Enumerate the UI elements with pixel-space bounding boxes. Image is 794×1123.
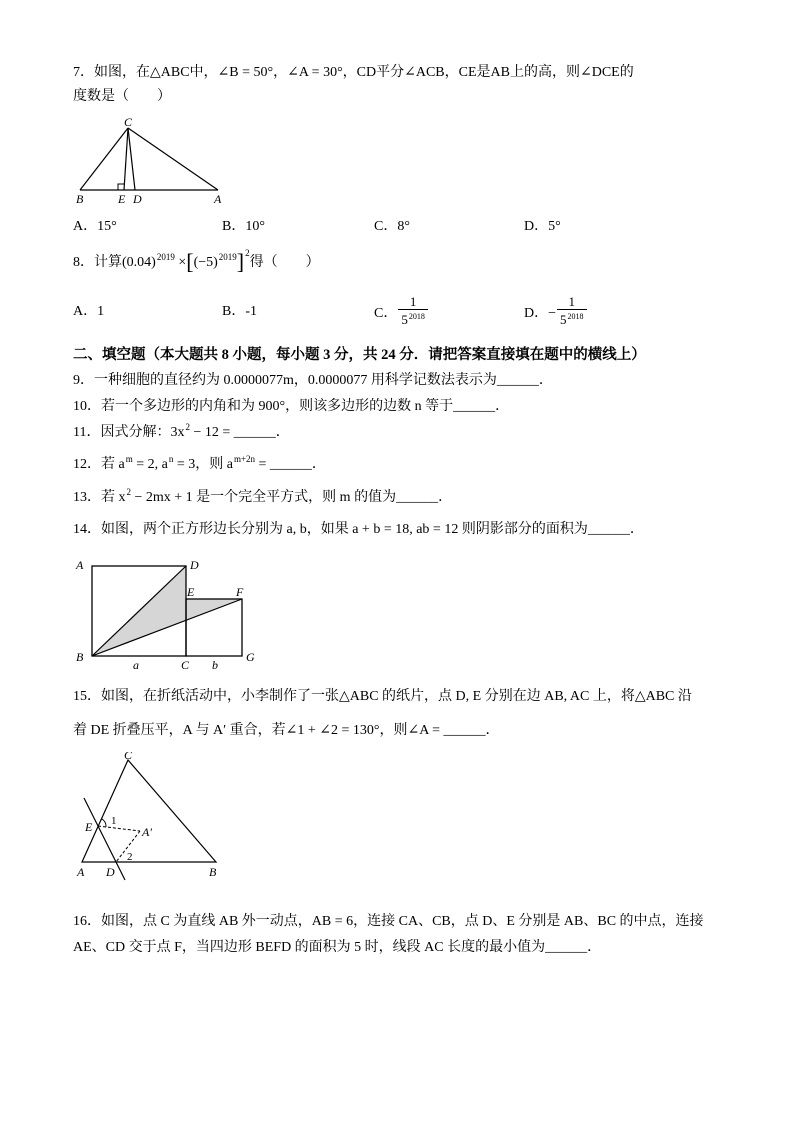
q11-part2: − 12 = ______． bbox=[189, 425, 290, 440]
label-c: C bbox=[181, 658, 190, 672]
q8-exp3: 2 bbox=[245, 248, 250, 258]
q8-option-c-denominator bbox=[401, 310, 425, 330]
label-c: C bbox=[124, 752, 133, 762]
label-b: B bbox=[76, 192, 84, 206]
q16-stem-line2: AE、CD 交于点 F，当四边形 BEFD 的面积为 5 时，线段 AC 长度的最小值为______． bbox=[73, 940, 602, 955]
q16-stem-line1: 16．如图，点 C 为直线 AB 外一动点，AB = 6，连接 CA、CB，点 D、E 分别是 AB、BC 的中点，连接 bbox=[73, 914, 704, 929]
q13-part2: − 2mx + 1 是一个完全平方式，则 m 的值为______． bbox=[131, 490, 453, 505]
q15-stem-line1: 15．如图，在折纸活动中，小李制作了一张△ABC 的纸片，点 D, E 分别在边 AB, AC 上，将△ABC 沿 bbox=[73, 689, 692, 704]
label-c: C bbox=[124, 115, 133, 129]
q8-option-d-den-exp: 2018 bbox=[567, 312, 584, 321]
q8-prefix: 8．计算 bbox=[73, 255, 122, 270]
q12-part2: = 2, a bbox=[132, 457, 168, 472]
q8-option-c-den-exp: 2018 bbox=[408, 312, 425, 321]
label-angle-2: 2 bbox=[127, 851, 133, 863]
segment-ce-altitude bbox=[124, 128, 128, 190]
q12-part1: 12．若 a bbox=[73, 457, 125, 472]
angle-1-arc bbox=[101, 819, 106, 827]
q14-stem: 14．如图，两个正方形边长分别为 a, b，如果 a + b = 18, ab = 12 则阴影部分的面积为______． bbox=[73, 522, 644, 537]
q13-exp: 2 bbox=[126, 487, 131, 497]
q15-stem-line2: 着 DE 折叠压平，A 与 A′ 重合，若∠1 + ∠2 = 130°，则∠A = ______． bbox=[73, 723, 500, 738]
q8-times: × bbox=[178, 255, 187, 270]
q7-option-a: A．15° bbox=[73, 219, 117, 234]
q8-option-d bbox=[524, 294, 584, 330]
q11-part1: 11．因式分解：3x bbox=[73, 425, 185, 440]
q7-stem-line1: 7．如图，在△ABC中，∠B = 50°，∠A = 30°，CD平分∠ACB，CE是AB上的高，则∠DCE的 bbox=[73, 65, 634, 80]
q8-option-b: B．-1 bbox=[222, 304, 257, 319]
label-d: D bbox=[190, 558, 199, 572]
q8-option-c-label: C． bbox=[374, 306, 398, 321]
label-a-prime: A′ bbox=[142, 825, 152, 839]
label-a: A bbox=[77, 865, 85, 879]
label-e: E bbox=[85, 820, 93, 834]
label-a: A bbox=[214, 192, 222, 206]
q12-stem bbox=[73, 456, 326, 474]
q7-option-d: D．5° bbox=[524, 219, 561, 234]
label-d: D bbox=[106, 865, 115, 879]
q8-option-c-den-base: 5 bbox=[401, 312, 408, 327]
label-f: F bbox=[236, 585, 244, 599]
q7-option-c: C．8° bbox=[374, 219, 410, 234]
label-e: E bbox=[118, 192, 126, 206]
q12-part3: = 3，则 a bbox=[173, 457, 233, 472]
q7-stem-line2: 度数是（ ） bbox=[73, 89, 171, 104]
segment-cd-bisector bbox=[128, 128, 135, 190]
q8-option-d-denominator bbox=[560, 310, 584, 330]
label-b: B bbox=[209, 865, 217, 879]
shaded-region bbox=[92, 566, 242, 656]
q8-option-d-numerator: 1 bbox=[557, 294, 587, 310]
triangle-abc bbox=[82, 760, 216, 862]
section2-heading: 二、填空题（本大题共 8 小题，每小题 3 分，共 24 分．请把答案直接填在题中的横线上） bbox=[73, 347, 646, 363]
label-b: B bbox=[76, 650, 84, 664]
q8-option-d-den-base: 5 bbox=[560, 312, 567, 327]
q7-figure-triangle bbox=[70, 115, 230, 210]
fold-line-de bbox=[84, 798, 125, 880]
q8-option-d-label: D．− bbox=[524, 306, 557, 321]
label-side-b: b bbox=[212, 658, 218, 672]
label-angle-1: 1 bbox=[111, 815, 117, 827]
q12-exp1: m bbox=[125, 454, 133, 464]
q8-option-c-numerator: 1 bbox=[398, 294, 428, 310]
q7-option-b: B．10° bbox=[222, 219, 265, 234]
q8-option-c bbox=[374, 294, 425, 330]
q11-stem bbox=[73, 424, 290, 442]
q8-exp2: 2019 bbox=[218, 252, 237, 262]
q9-stem: 9．一种细胞的直径约为 0.0000077m，0.0000077 用科学记数法表示为______． bbox=[73, 373, 553, 388]
q8-option-c-fraction bbox=[401, 294, 425, 330]
dashed-segment-ea-prime bbox=[98, 826, 140, 831]
q8-right-bracket: ] bbox=[236, 249, 245, 274]
segment-ca bbox=[128, 128, 218, 190]
segment-cb bbox=[80, 128, 128, 190]
label-g: G bbox=[246, 650, 255, 664]
q15-figure-folding bbox=[72, 752, 222, 884]
q8-left-bracket: [ bbox=[186, 249, 194, 274]
label-d: D bbox=[133, 192, 142, 206]
q12-exp3: m+2n bbox=[233, 454, 256, 464]
label-e: E bbox=[187, 585, 195, 599]
q8-exp1: 2019 bbox=[156, 252, 175, 262]
q12-exp2: n bbox=[168, 454, 174, 464]
q8-suffix: 得（ ） bbox=[249, 255, 320, 270]
q8-stem bbox=[73, 248, 320, 274]
label-a: A bbox=[76, 558, 84, 572]
q8-option-a: A．1 bbox=[73, 304, 105, 319]
q11-exp: 2 bbox=[185, 422, 190, 432]
right-angle-mark bbox=[118, 184, 124, 190]
q8-base1: (0.04) bbox=[122, 255, 156, 270]
q8-option-d-fraction bbox=[560, 294, 584, 330]
q13-part1: 13．若 x bbox=[73, 490, 126, 505]
q14-figure-squares bbox=[70, 552, 265, 674]
label-side-a: a bbox=[133, 658, 139, 672]
q8-base2: (−5) bbox=[193, 255, 218, 270]
q10-stem: 10．若一个多边形的内角和为 900°，则该多边形的边数 n 等于______． bbox=[73, 399, 510, 414]
q12-part4: = ______． bbox=[255, 457, 326, 472]
q13-stem bbox=[73, 489, 452, 507]
